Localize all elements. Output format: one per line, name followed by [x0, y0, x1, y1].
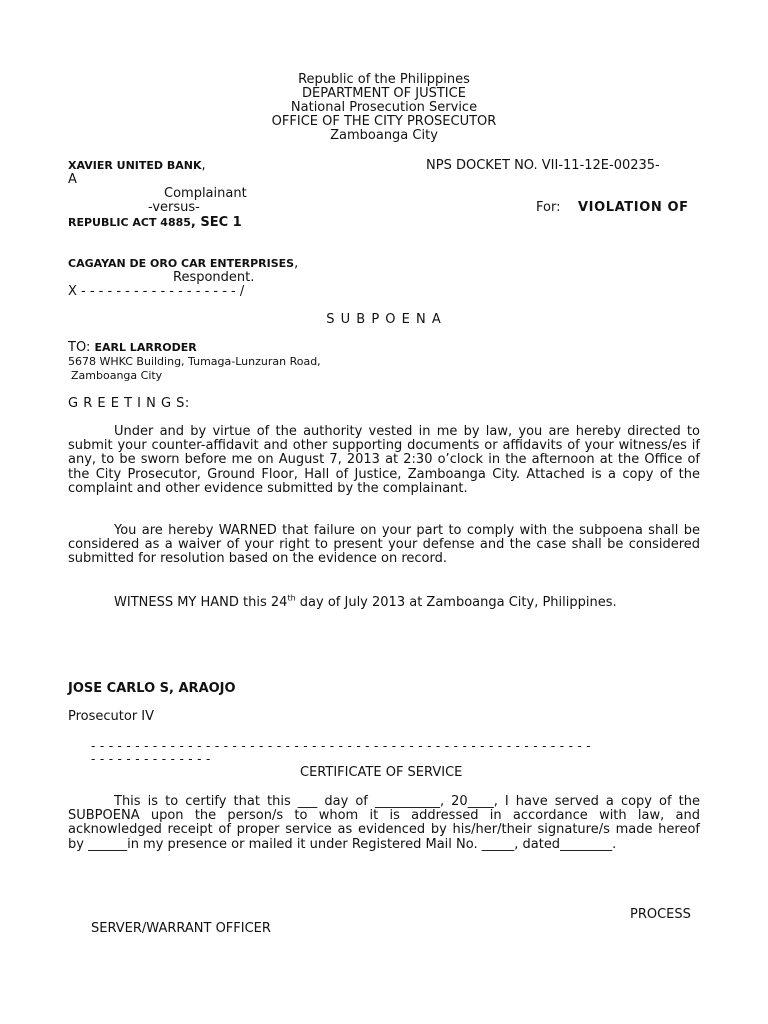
- complainant-name: XAVIER UNITED BANK,: [68, 158, 206, 173]
- certificate-title: CERTIFICATE OF SERVICE: [300, 765, 463, 780]
- separator-dashes-2: - - - - - - - - - - - - - -: [91, 752, 211, 766]
- respondent-role: Respondent.: [173, 270, 255, 285]
- respondent-name: CAGAYAN DE ORO CAR ENTERPRISES,: [68, 256, 299, 271]
- separator-dashes-1: - - - - - - - - - - - - - - - - - - - - - - - - - - - - - - - - - - - - - - - - - - - - - - - - - - - - - - - - -: [91, 739, 591, 753]
- body-paragraph-1: Under and by virtue of the authority vested in me by law, you are hereby directed to submit your counter-affidavit and other supporting documents or affidavits of your witness/es if any, to be sworn before me on August 7, 2013 at 2:30 o’clock in the afternoon at the Office of the City Prosecutor, Ground Floor, Hall of Justice, Zamboanga City. Attached is a copy of the complaint and other evidence submitted by the complainant.: [68, 424, 700, 496]
- signatory-name: JOSE CARLO S, ARAOJO: [68, 681, 236, 696]
- header-city: Zamboanga City: [330, 128, 438, 143]
- header-department: DEPARTMENT OF JUSTICE: [302, 86, 466, 101]
- greetings-heading: G R E E T I N G S:: [68, 396, 190, 411]
- versus-label: -versus-: [148, 200, 200, 215]
- republic-act-line: REPUBLIC ACT 4885, SEC 1: [68, 215, 242, 230]
- for-label: For:: [536, 200, 561, 215]
- body-paragraph-2: You are hereby WARNED that failure on your part to comply with the subpoena shall be considered as a waiver of your right to present your defense and the case shall be considered submitted for resolution based on the evidence on record.: [68, 523, 700, 567]
- header-nps: National Prosecution Service: [290, 100, 478, 115]
- signatory-title: Prosecutor IV: [68, 709, 155, 724]
- violation-label: VIOLATION OF: [578, 200, 689, 215]
- addressee-line: TO: EARL LARRODER: [68, 340, 197, 355]
- addressee-address-1: 5678 WHKC Building, Tumaga-Lunzuran Road,: [68, 355, 321, 368]
- addressee-address-2: Zamboanga City: [71, 369, 163, 382]
- server-label-1: PROCESS: [630, 907, 691, 922]
- certificate-text: This is to certify that this ___ day of __________, 20____, I have served a copy of the SUBPOENA upon the person/s to whom it is addressed in accordance with law, and acknowledged receipt of proper service as evidenced by his/her/their signature/s made hereof by ______in my presence or mailed it under Registered Mail No. _____, dated________.: [68, 794, 700, 852]
- document-title: S U B P O E N A: [326, 312, 442, 327]
- witness-line: WITNESS MY HAND this 24th day of July 2013 at Zamboanga City, Philippines.: [114, 593, 617, 610]
- docket-number-wrap: A: [68, 172, 77, 187]
- complainant-role: Complainant: [164, 186, 247, 201]
- docket-number: NPS DOCKET NO. VII-11-12E-00235-: [426, 158, 660, 173]
- header-republic: Republic of the Philippines: [298, 72, 470, 87]
- caption-x-line: X - - - - - - - - - - - - - - - - - - /: [68, 284, 245, 299]
- header-office: OFFICE OF THE CITY PROSECUTOR: [271, 114, 497, 129]
- server-label-2: SERVER/WARRANT OFFICER: [91, 921, 271, 936]
